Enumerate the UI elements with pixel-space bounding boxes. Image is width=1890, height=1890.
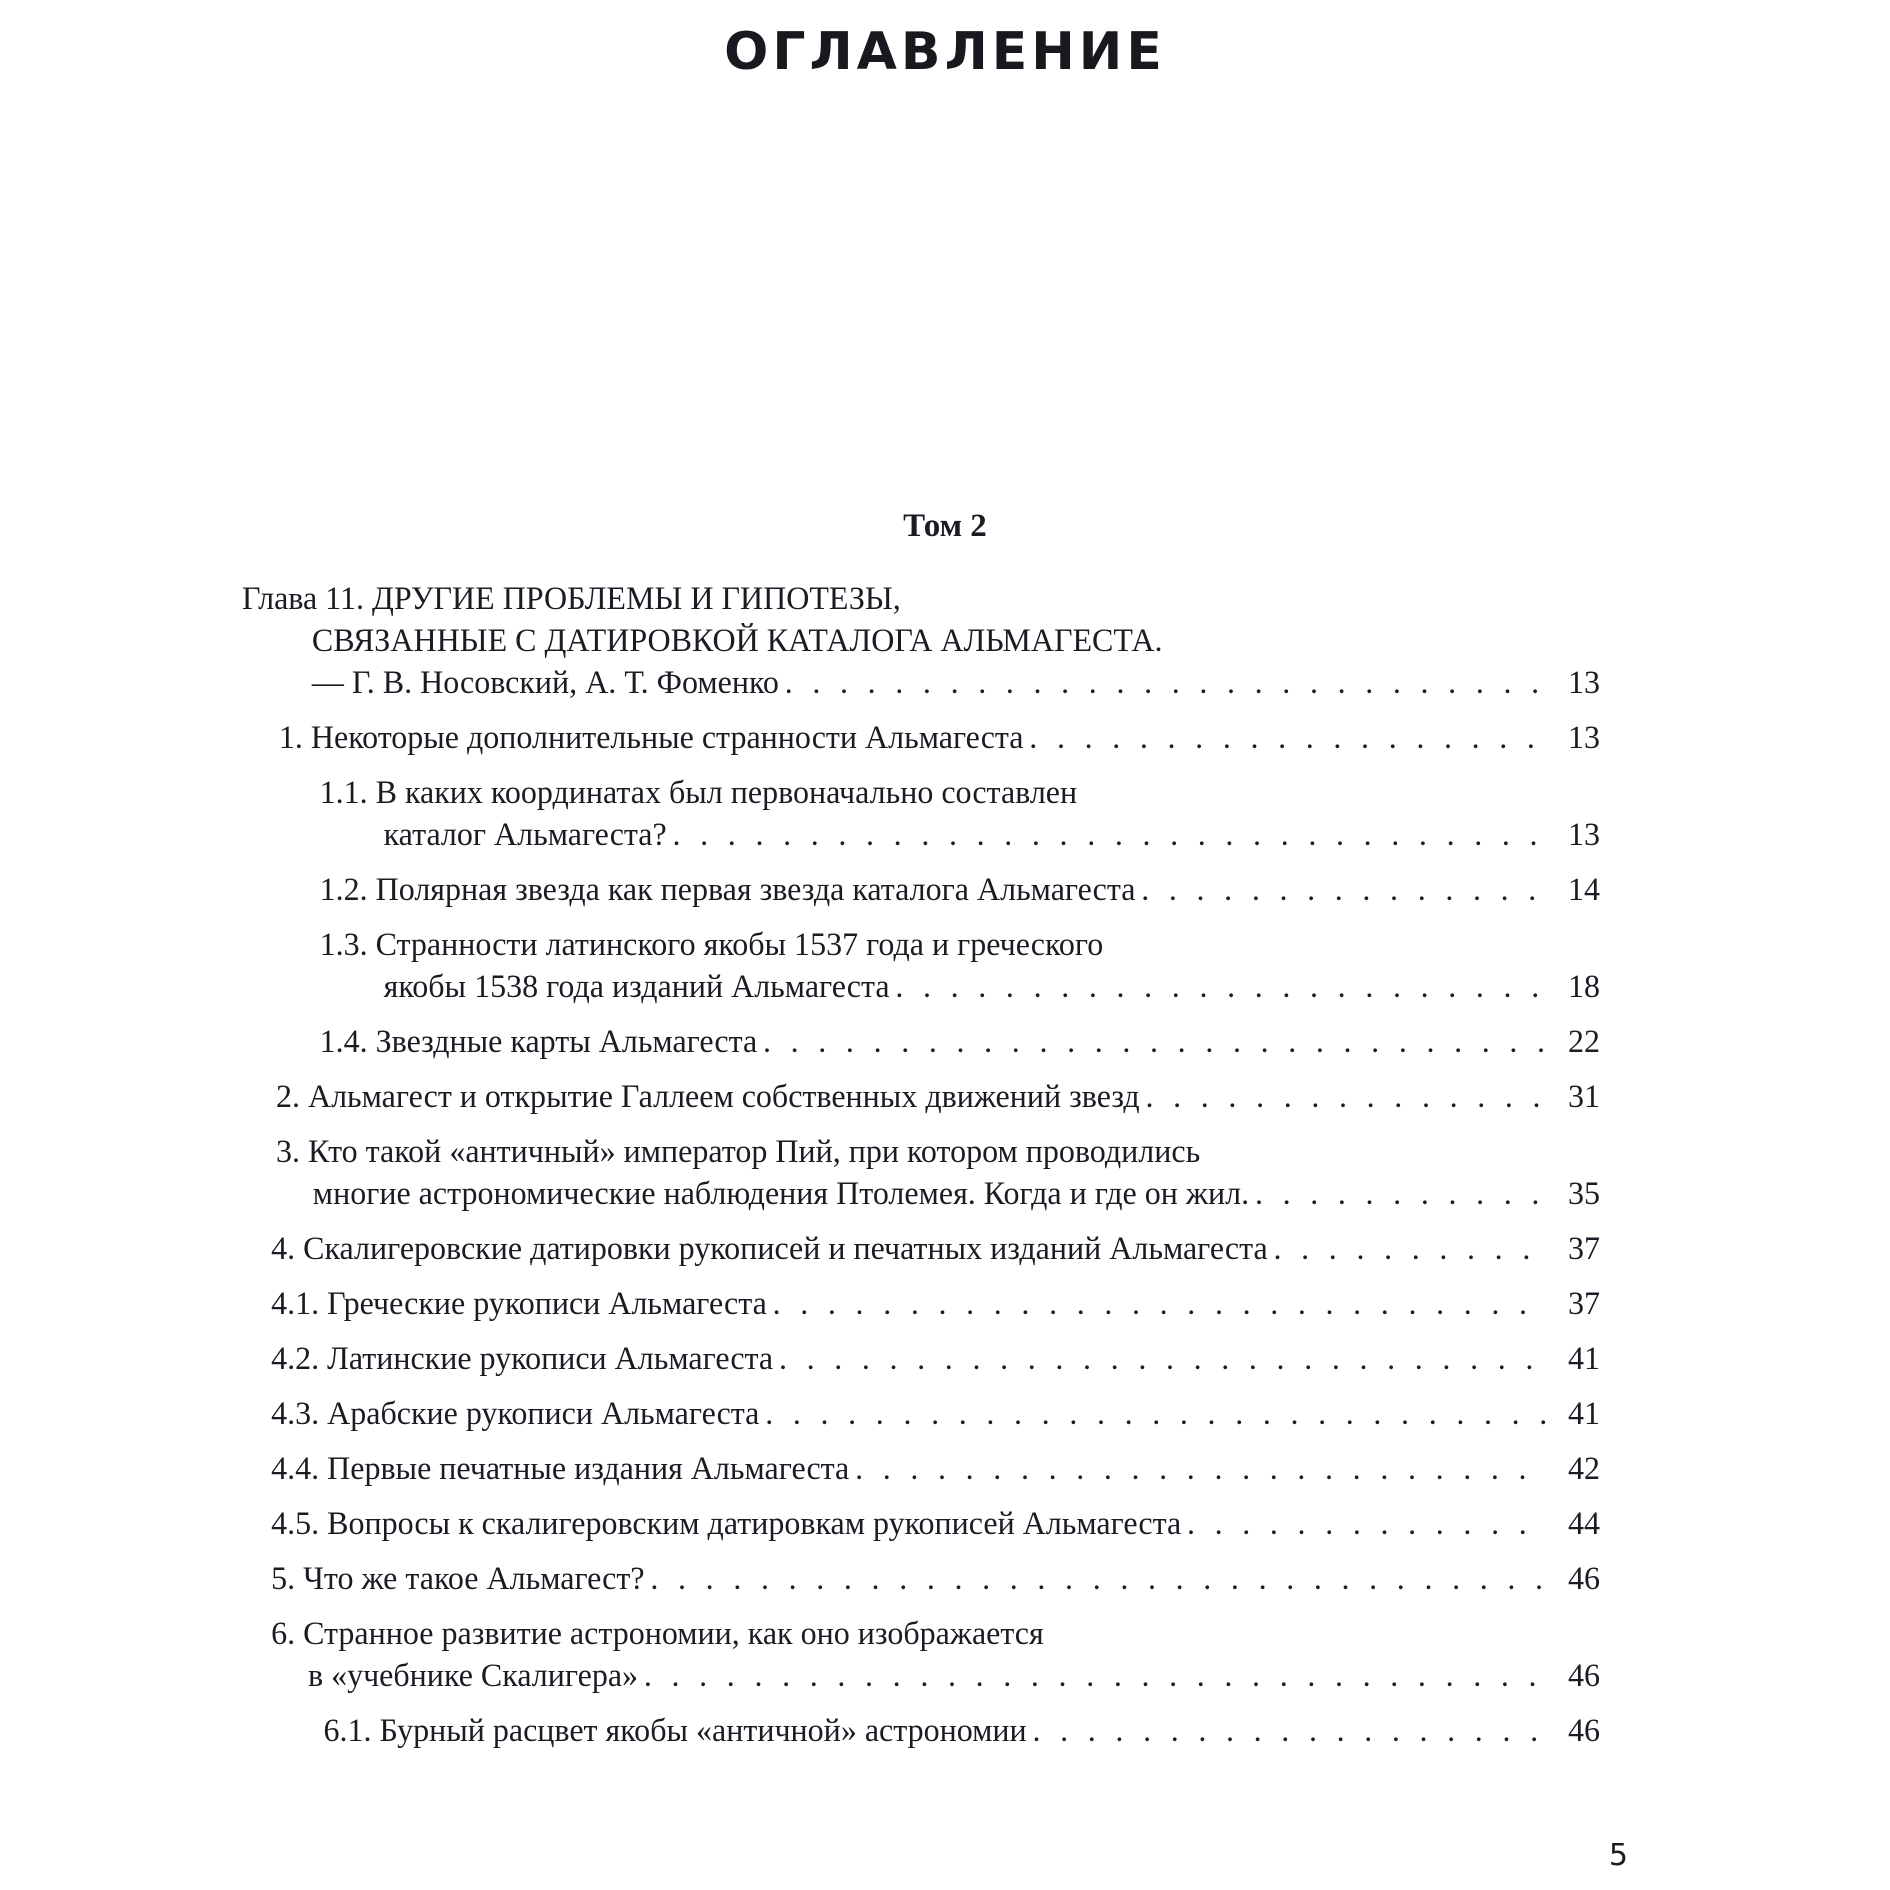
toc-page-number: 44 — [1567, 1506, 1600, 1542]
dot-leader — [855, 1448, 1546, 1490]
toc-entry-title: 1.1. В каких координатах был первоначально составлен — [319, 775, 1078, 811]
toc-entry-title: 4.4. Первые печатные издания Альмагеста — [271, 1451, 850, 1487]
toc-entry-title-cont: якобы 1538 года изданий Альмагеста — [383, 969, 890, 1005]
volume-heading: Том 2 — [903, 508, 987, 544]
dot-leader — [644, 1655, 1546, 1697]
dot-leader — [650, 1558, 1545, 1600]
toc-entry[interactable] — [242, 1613, 1600, 1697]
dot-leader — [1274, 1228, 1546, 1270]
toc-entry[interactable] — [242, 1021, 1600, 1063]
dot-leader — [1141, 869, 1545, 911]
dot-leader — [779, 1338, 1546, 1380]
toc-entry-title-cont: в «учебнике Скалигера» — [307, 1658, 639, 1694]
toc-entry[interactable] — [242, 1503, 1600, 1545]
table-of-contents — [242, 578, 1600, 1765]
dot-leader — [895, 966, 1545, 1008]
toc-page-number: 18 — [1567, 969, 1600, 1005]
toc-page-number: 37 — [1567, 1231, 1600, 1267]
page-number: 5 — [1608, 1838, 1628, 1873]
toc-entry[interactable] — [242, 1393, 1600, 1435]
toc-page-number: 31 — [1567, 1079, 1600, 1115]
toc-entry-title: 6.1. Бурный расцвет якобы «античной» астрономии — [323, 1713, 1027, 1749]
toc-entry-title: 4.3. Арабские рукописи Альмагеста — [271, 1396, 760, 1432]
dot-leader — [1187, 1503, 1546, 1545]
toc-entry-authors: — Г. В. Носовский, А. Т. Фоменко — [311, 665, 779, 701]
toc-entry[interactable] — [242, 1076, 1600, 1118]
toc-entry[interactable] — [242, 1558, 1600, 1600]
toc-page-number: 22 — [1567, 1024, 1600, 1060]
dot-leader — [765, 1393, 1545, 1435]
toc-entry[interactable] — [242, 869, 1600, 911]
toc-page-number: 13 — [1567, 720, 1600, 756]
page-title: ОГЛАВЛЕНИЕ — [724, 22, 1166, 82]
toc-entry-title-cont: каталог Альмагеста? — [383, 817, 667, 853]
toc-entry[interactable] — [242, 717, 1600, 759]
toc-entry[interactable] — [242, 924, 1600, 1008]
toc-entry-title: 4. Скалигеровские датировки рукописей и печатных изданий Альмагеста — [271, 1231, 1268, 1267]
toc-page-number: 14 — [1567, 872, 1600, 908]
toc-entry-title: 1.4. Звездные карты Альмагеста — [319, 1024, 758, 1060]
toc-entry[interactable] — [242, 1228, 1600, 1270]
toc-entry-title: 2. Альмагест и открытие Галлеем собственных движений звезд — [275, 1079, 1140, 1115]
toc-page-number: 46 — [1567, 1658, 1600, 1694]
toc-page-number: 46 — [1567, 1713, 1600, 1749]
dot-leader — [1255, 1173, 1546, 1215]
toc-entry-title: 5. Что же такое Альмагест? — [271, 1561, 645, 1597]
toc-page-number: 41 — [1567, 1341, 1600, 1377]
toc-entry-title: 4.2. Латинские рукописи Альмагеста — [271, 1341, 774, 1377]
toc-entry[interactable] — [242, 1448, 1600, 1490]
dot-leader — [785, 662, 1546, 704]
toc-entry[interactable] — [242, 1338, 1600, 1380]
toc-page-number: 35 — [1567, 1176, 1600, 1212]
toc-entry-title: 4.1. Греческие рукописи Альмагеста — [271, 1286, 767, 1322]
toc-entry-line: СВЯЗАННЫЕ С ДАТИРОВКОЙ КАТАЛОГА АЛЬМАГЕСТА. — [311, 623, 1163, 659]
dot-leader — [1029, 717, 1545, 759]
toc-entry-title: 1.2. Полярная звезда как первая звезда каталога Альмагеста — [319, 872, 1136, 908]
toc-entry-title-cont: многие астрономические наблюдения Птолемея. Когда и где он жил. — [312, 1176, 1250, 1212]
toc-page-number: 13 — [1567, 817, 1600, 853]
toc-page-number: 41 — [1567, 1396, 1600, 1432]
toc-page-number: 13 — [1567, 665, 1600, 701]
toc-entry-title: 4.5. Вопросы к скалигеровским датировкам рукописей Альмагеста — [271, 1506, 1182, 1542]
toc-chapter-11[interactable] — [242, 578, 1600, 704]
toc-page-number: 46 — [1567, 1561, 1600, 1597]
toc-entry-title: 1.3. Странности латинского якобы 1537 года и греческого — [319, 927, 1104, 963]
toc-entry[interactable] — [242, 1710, 1600, 1752]
toc-entry[interactable] — [242, 1131, 1600, 1215]
toc-page-number: 42 — [1567, 1451, 1600, 1487]
dot-leader — [773, 1283, 1546, 1325]
toc-entry[interactable] — [242, 1283, 1600, 1325]
toc-entry-line: Глава 11. ДРУГИЕ ПРОБЛЕМЫ И ГИПОТЕЗЫ, — [242, 581, 901, 617]
dot-leader — [1145, 1076, 1545, 1118]
dot-leader — [673, 814, 1546, 856]
toc-page-number: 37 — [1567, 1286, 1600, 1322]
dot-leader — [1032, 1710, 1545, 1752]
toc-entry-title: 3. Кто такой «античный» император Пий, при котором проводились — [275, 1134, 1201, 1170]
toc-entry-title: 6. Странное развитие астрономии, как оно изображается — [271, 1616, 1044, 1652]
toc-entry-title: 1. Некоторые дополнительные странности Альмагеста — [278, 720, 1024, 756]
toc-entry[interactable] — [242, 772, 1600, 856]
dot-leader — [763, 1021, 1546, 1063]
